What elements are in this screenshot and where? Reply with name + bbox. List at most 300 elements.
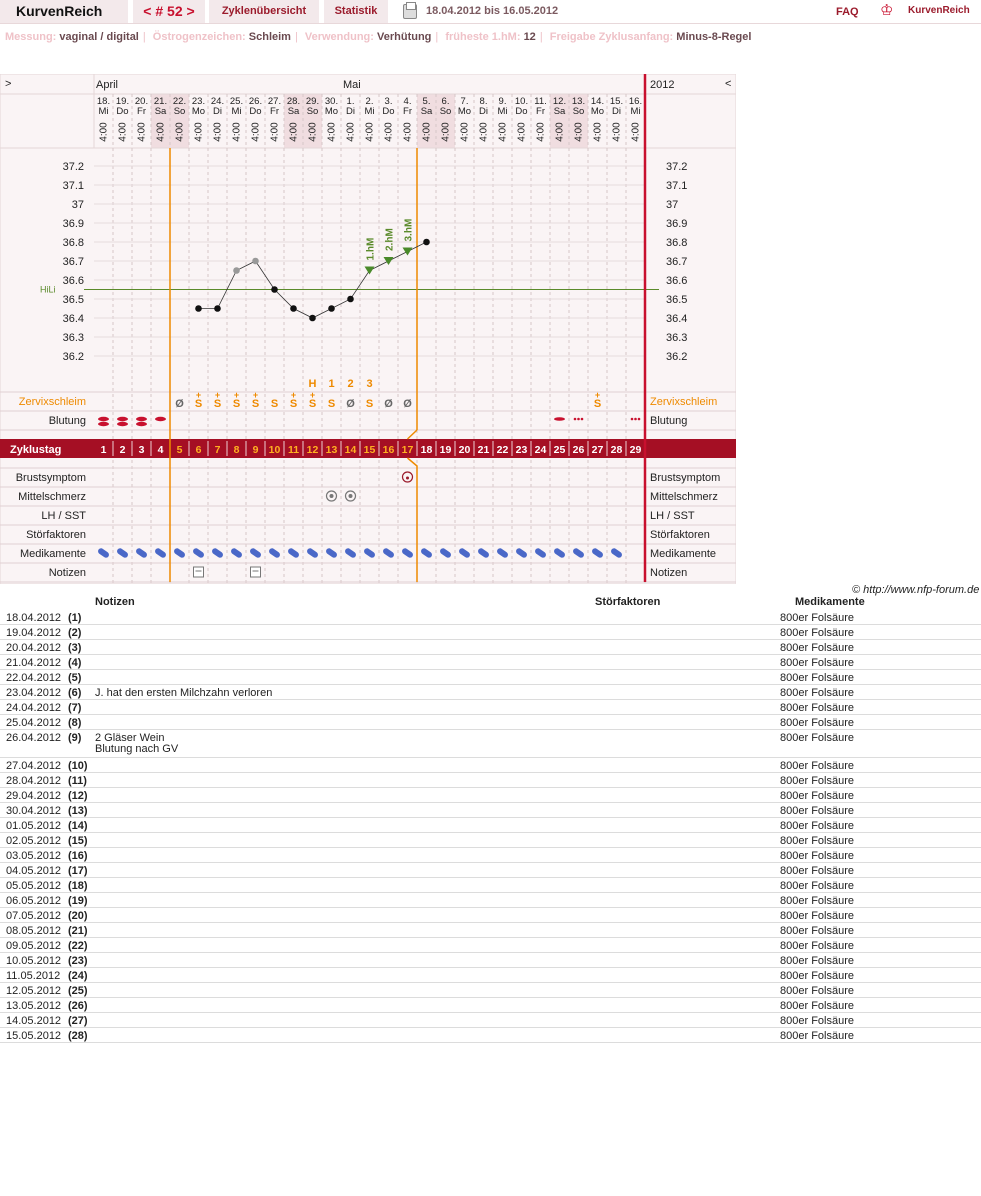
weekday-label: So — [306, 106, 319, 117]
cycle-day-number: 20 — [458, 444, 471, 456]
note-cycle-day: (15) — [68, 835, 88, 847]
temp-tick-label: 37.2 — [62, 161, 84, 173]
row-label-zervix-right: Zervixschleim — [650, 396, 718, 408]
row-label-brust-right: Brustsymptom — [650, 472, 721, 484]
time-label: 4:00 — [497, 122, 509, 142]
temperature-point — [252, 258, 259, 265]
top-navigation — [0, 0, 981, 24]
notes-row — [0, 700, 981, 715]
breast-symptom-dot — [406, 477, 409, 480]
cycle-day-number: 1 — [100, 444, 107, 456]
cycle-day-number: 26 — [572, 444, 585, 456]
note-cycle-day: (17) — [68, 865, 88, 877]
mucus-symbol: Ø — [346, 398, 355, 410]
temp-tick-label-right: 36.5 — [666, 294, 688, 306]
temp-tick-label: 36.8 — [62, 237, 84, 249]
spotting-dots — [577, 418, 580, 421]
temp-tick-label-right: 36.9 — [666, 218, 688, 230]
day-number: 14. — [590, 96, 605, 107]
note-date: 28.04.2012 — [6, 775, 62, 787]
time-label: 4:00 — [288, 122, 300, 142]
note-cycle-day: (27) — [68, 1015, 88, 1027]
temp-tick-label-right: 36.4 — [666, 313, 688, 325]
meta-key: Freigabe Zyklusanfang: — [549, 31, 674, 43]
time-label: 4:00 — [535, 122, 547, 142]
time-label: 4:00 — [478, 122, 490, 142]
cycle-day-number: 8 — [233, 444, 240, 456]
note-cycle-day: (3) — [68, 642, 82, 654]
cycle-day-number: 11 — [287, 444, 300, 456]
weekday-label: Sa — [154, 106, 167, 117]
weekday-label: Sa — [287, 106, 300, 117]
measurement-info: Messung: vaginal / digital | Östrogenzeichen: Schleim | Verwendung: Verhütung | früheste 1.hM: 12 | Freigabe Zyklusanfang: Minus-8-Regel — [5, 31, 752, 43]
peak-label: 1 — [328, 378, 335, 390]
cycle-day-number: 5 — [176, 444, 183, 456]
mucus-symbol: S — [213, 398, 222, 410]
day-number: 26. — [248, 96, 263, 107]
temperature-point — [214, 305, 221, 312]
notes-row — [0, 685, 981, 700]
note-date: 11.05.2012 — [6, 970, 61, 982]
cycle-day-number: 13 — [325, 444, 338, 456]
day-number: 28. — [286, 96, 301, 107]
notes-row — [0, 610, 981, 625]
bleeding-marker — [98, 417, 109, 421]
notes-row — [0, 923, 981, 938]
cycle-day-number: 22 — [496, 444, 509, 456]
stoerfaktoren-header: Störfaktoren — [595, 596, 661, 608]
peak-label: H — [308, 378, 317, 390]
day-number: 15. — [609, 96, 624, 107]
cycle-day-number: 27 — [591, 444, 604, 456]
cycle-day-number: 6 — [195, 444, 202, 456]
day-number: 4. — [403, 96, 412, 107]
day-number: 23. — [191, 96, 206, 107]
note-medication: 800er Folsäure — [780, 642, 854, 654]
note-medication: 800er Folsäure — [780, 835, 854, 847]
print-icon[interactable] — [403, 4, 417, 19]
note-text: 2 Gläser Wein — [95, 732, 165, 744]
meta-key: früheste 1.hM: — [445, 31, 521, 43]
weekday-label: So — [439, 106, 452, 117]
row-label-brust: Brustsymptom — [15, 472, 86, 484]
note-medication: 800er Folsäure — [780, 612, 854, 624]
day-number: 1. — [346, 96, 355, 107]
row-label-zyklustag: Zyklustag — [10, 444, 62, 456]
note-text: Blutung nach GV — [95, 743, 179, 755]
row-label-notizen: Notizen — [48, 567, 86, 579]
weekday-label: Di — [479, 106, 488, 117]
notes-row — [0, 803, 981, 818]
bleeding-marker — [136, 417, 147, 421]
time-label: 4:00 — [98, 122, 110, 142]
weekday-label: Fr — [536, 106, 545, 117]
day-number: 27. — [267, 96, 282, 107]
bleeding-marker — [117, 422, 128, 426]
temp-tick-label: 36.7 — [62, 256, 84, 268]
time-label: 4:00 — [212, 122, 224, 142]
weekday-label: Di — [213, 106, 222, 117]
note-cycle-day: (19) — [68, 895, 88, 907]
mucus-symbol: S — [251, 398, 260, 410]
statistics-link[interactable]: Statistik — [324, 0, 388, 23]
weekday-label: Sa — [553, 106, 566, 117]
time-label: 4:00 — [269, 122, 281, 142]
temp-tick-label-right: 36.3 — [666, 332, 688, 344]
note-date: 03.05.2012 — [6, 850, 62, 862]
notes-header: Notizen — [95, 596, 135, 608]
note-date: 25.04.2012 — [6, 717, 62, 729]
month-label-mai: Mai — [343, 79, 361, 91]
note-cycle-day: (24) — [68, 970, 88, 982]
meta-value: Schleim — [248, 31, 291, 43]
mucus-plus-mark: + — [214, 390, 221, 400]
day-number: 20. — [134, 96, 149, 107]
cycle-day-number: 4 — [157, 444, 164, 456]
cycle-day-number: 9 — [252, 444, 259, 456]
mucus-symbol: S — [308, 398, 317, 410]
cycle-day-number: 14 — [344, 444, 357, 456]
cycle-day-number: 16 — [382, 444, 395, 456]
note-date: 05.05.2012 — [6, 880, 62, 892]
high-measurement-label: 3.hM — [403, 218, 415, 242]
note-cycle-day: (2) — [68, 627, 82, 639]
day-number: 9. — [498, 96, 507, 107]
weekday-label: Mi — [98, 106, 109, 117]
note-cycle-day: (14) — [68, 820, 88, 832]
note-icon — [251, 567, 261, 577]
note-medication: 800er Folsäure — [780, 702, 854, 714]
temp-tick-label-right: 36.8 — [666, 237, 688, 249]
cycle-day-number: 23 — [515, 444, 528, 456]
row-label-notizen-right: Notizen — [650, 567, 688, 579]
note-date: 24.04.2012 — [6, 702, 62, 714]
meta-value: 12 — [523, 31, 536, 43]
time-label: 4:00 — [554, 122, 566, 142]
row-label-mittel: Mittelschmerz — [18, 491, 86, 503]
notes-row — [0, 878, 981, 893]
note-date: 12.05.2012 — [6, 985, 62, 997]
time-label: 4:00 — [345, 122, 357, 142]
notes-row — [0, 833, 981, 848]
note-medication: 800er Folsäure — [780, 687, 854, 699]
note-cycle-day: (4) — [68, 657, 82, 669]
weekday-label: Do — [249, 106, 262, 117]
weekday-label: Sa — [420, 106, 433, 117]
mucus-symbol: Ø — [175, 398, 184, 410]
day-number: 29. — [305, 96, 320, 107]
spotting-dots — [574, 418, 577, 421]
cycle-number-nav[interactable]: < # 52 > — [133, 0, 205, 23]
cycle-day-number: 12 — [306, 444, 319, 456]
note-cycle-day: (25) — [68, 985, 88, 997]
note-cycle-day: (6) — [68, 687, 82, 699]
mucus-plus-mark: + — [252, 390, 259, 400]
weekday-label: Fr — [270, 106, 279, 117]
temp-tick-label: 37 — [71, 199, 84, 211]
day-number: 21. — [153, 96, 168, 107]
note-date: 23.04.2012 — [6, 687, 62, 699]
day-number: 7. — [460, 96, 469, 107]
time-label: 4:00 — [136, 122, 148, 142]
cycle-day-number: 21 — [477, 444, 490, 456]
temp-tick-label: 37.1 — [62, 180, 84, 192]
weekday-label: So — [572, 106, 585, 117]
cycle-overview-link[interactable]: Zyklenübersicht — [209, 0, 319, 23]
cycle-chart — [0, 74, 736, 584]
crown-logo-icon: ♔ — [880, 2, 894, 19]
cycle-day-number: 28 — [610, 444, 623, 456]
temp-tick-label-right: 36.6 — [666, 275, 688, 287]
temperature-point — [328, 305, 335, 312]
note-cycle-day: (28) — [68, 1030, 88, 1042]
note-date: 29.04.2012 — [6, 790, 62, 802]
notes-row — [0, 1028, 981, 1043]
mucus-plus-mark: + — [195, 390, 202, 400]
note-medication: 800er Folsäure — [780, 970, 854, 982]
high-measurement-label: 2.hM — [384, 228, 396, 251]
cycle-day-number: 10 — [268, 444, 281, 456]
temperature-point — [290, 305, 297, 312]
mucus-plus-mark: + — [233, 390, 240, 400]
temp-tick-label: 36.6 — [62, 275, 84, 287]
row-label-blutung: Blutung — [48, 415, 86, 427]
notes-row — [0, 938, 981, 953]
row-label-mittel-right: Mittelschmerz — [650, 491, 718, 503]
mucus-symbol: S — [232, 398, 241, 410]
weekday-label: Mi — [364, 106, 375, 117]
temperature-point — [195, 305, 202, 312]
day-number: 6. — [441, 96, 450, 107]
peak-label: 3 — [366, 378, 373, 390]
spotting-dots — [631, 418, 634, 421]
scroll-left-arrow[interactable]: > — [5, 78, 12, 90]
day-number: 18. — [96, 96, 111, 107]
notes-row — [0, 655, 981, 670]
bleeding-marker — [136, 422, 147, 426]
meta-value: vaginal / digital — [59, 31, 139, 43]
note-date: 08.05.2012 — [6, 925, 62, 937]
time-label: 4:00 — [326, 122, 338, 142]
notes-row — [0, 848, 981, 863]
notes-row — [0, 1013, 981, 1028]
note-cycle-day: (23) — [68, 955, 88, 967]
note-medication: 800er Folsäure — [780, 865, 854, 877]
cycle-day-number: 25 — [553, 444, 566, 456]
mucus-symbol: S — [327, 398, 336, 410]
time-label: 4:00 — [250, 122, 262, 142]
temperature-point — [423, 239, 430, 246]
temp-tick-label: 36.5 — [62, 294, 84, 306]
meta-value: Verhütung — [377, 31, 432, 43]
note-cycle-day: (20) — [68, 910, 88, 922]
day-number: 30. — [324, 96, 339, 107]
note-medication: 800er Folsäure — [780, 627, 854, 639]
note-medication: 800er Folsäure — [780, 925, 854, 937]
peak-label: 2 — [347, 378, 354, 390]
weekday-label: Di — [346, 106, 355, 117]
time-label: 4:00 — [611, 122, 623, 142]
note-medication: 800er Folsäure — [780, 820, 854, 832]
weekday-label: Mo — [457, 106, 472, 117]
note-medication: 800er Folsäure — [780, 760, 854, 772]
cycle-day-number: 18 — [420, 444, 433, 456]
notes-row — [0, 818, 981, 833]
temp-tick-label: 36.9 — [62, 218, 84, 230]
note-medication: 800er Folsäure — [780, 775, 854, 787]
day-number: 12. — [552, 96, 567, 107]
notes-row — [0, 968, 981, 983]
weekday-label: Mo — [191, 106, 206, 117]
mucus-symbol: Ø — [384, 398, 393, 410]
time-label: 4:00 — [364, 122, 376, 142]
date-range: 18.04.2012 bis 16.05.2012 — [426, 5, 559, 17]
weekday-label: Do — [515, 106, 528, 117]
time-label: 4:00 — [383, 122, 395, 142]
note-medication: 800er Folsäure — [780, 850, 854, 862]
month-label-april: April — [96, 79, 119, 91]
day-number: 3. — [384, 96, 393, 107]
note-date: 18.04.2012 — [6, 612, 62, 624]
note-cycle-day: (5) — [68, 672, 82, 684]
notes-row — [0, 670, 981, 685]
bleeding-marker — [98, 422, 109, 426]
time-label: 4:00 — [231, 122, 243, 142]
temp-tick-label: 36.2 — [62, 351, 84, 363]
weekday-label: Fr — [403, 106, 412, 117]
weekday-label: Di — [612, 106, 621, 117]
temp-tick-label-right: 36.7 — [666, 256, 688, 268]
note-medication: 800er Folsäure — [780, 1000, 854, 1012]
row-label-medi: Medikamente — [19, 548, 86, 560]
notes-row — [0, 758, 981, 773]
time-label: 4:00 — [630, 122, 642, 142]
time-label: 4:00 — [117, 122, 129, 142]
spotting-marker — [554, 417, 565, 421]
notes-row — [0, 998, 981, 1013]
note-medication: 800er Folsäure — [780, 940, 854, 952]
note-date: 13.05.2012 — [6, 1000, 62, 1012]
spotting-dots — [634, 418, 637, 421]
weekday-label: Fr — [137, 106, 146, 117]
notes-row — [0, 773, 981, 788]
note-medication: 800er Folsäure — [780, 1030, 854, 1042]
note-cycle-day: (16) — [68, 850, 88, 862]
note-medication: 800er Folsäure — [780, 955, 854, 967]
note-cycle-day: (22) — [68, 940, 88, 952]
note-date: 10.05.2012 — [6, 955, 62, 967]
spotting-dots — [638, 418, 641, 421]
note-cycle-day: (11) — [68, 775, 87, 787]
day-number: 13. — [571, 96, 586, 107]
time-label: 4:00 — [402, 122, 414, 142]
note-date: 15.05.2012 — [6, 1030, 62, 1042]
note-date: 01.05.2012 — [6, 820, 62, 832]
time-label: 4:00 — [573, 122, 585, 142]
cycle-day-number: 7 — [214, 444, 221, 456]
time-label: 4:00 — [516, 122, 528, 142]
time-label: 4:00 — [421, 122, 433, 142]
notes-row — [0, 908, 981, 923]
note-medication: 800er Folsäure — [780, 717, 854, 729]
note-cycle-day: (8) — [68, 717, 82, 729]
notes-row — [0, 863, 981, 878]
note-date: 26.04.2012 — [6, 732, 62, 744]
spotting-dots — [581, 418, 584, 421]
scroll-right-arrow[interactable]: < — [725, 78, 732, 90]
day-number: 24. — [210, 96, 225, 107]
mucus-symbol: S — [194, 398, 203, 410]
notes-row — [0, 983, 981, 998]
note-date: 30.04.2012 — [6, 805, 62, 817]
notes-row — [0, 953, 981, 968]
time-label: 4:00 — [155, 122, 167, 142]
cycle-day-number: 15 — [363, 444, 376, 456]
logo-text[interactable]: KurvenReich — [908, 5, 970, 16]
note-date: 02.05.2012 — [6, 835, 62, 847]
temp-tick-label-right: 37.1 — [666, 180, 688, 192]
weekday-label: Mo — [590, 106, 605, 117]
weekday-label: Do — [382, 106, 395, 117]
note-date: 14.05.2012 — [6, 1015, 62, 1027]
time-label: 4:00 — [193, 122, 205, 142]
row-label-lh: LH / SST — [41, 510, 86, 522]
mucus-symbol: S — [593, 398, 602, 410]
notes-row — [0, 893, 981, 908]
notes-row — [0, 715, 981, 730]
temperature-point — [309, 315, 316, 322]
notes-row — [0, 625, 981, 640]
cycle-day-number: 17 — [401, 444, 414, 456]
mucus-symbol: S — [289, 398, 298, 410]
cycle-day-number: 2 — [119, 444, 126, 456]
bleeding-marker — [117, 417, 128, 421]
notes-row — [0, 640, 981, 655]
day-number: 11. — [534, 96, 547, 107]
mucus-plus-mark: + — [594, 390, 601, 400]
mittelschmerz-dot — [349, 494, 353, 498]
note-medication: 800er Folsäure — [780, 672, 854, 684]
day-number: 10. — [514, 96, 529, 107]
day-number: 2. — [365, 96, 374, 107]
temperature-point — [233, 267, 240, 274]
note-medication: 800er Folsäure — [780, 880, 854, 892]
time-label: 4:00 — [440, 122, 452, 142]
note-medication: 800er Folsäure — [780, 805, 854, 817]
note-cycle-day: (26) — [68, 1000, 88, 1012]
temp-tick-label: 36.3 — [62, 332, 84, 344]
temp-tick-label-right: 37.2 — [666, 161, 688, 173]
meta-value: Minus-8-Regel — [676, 31, 752, 43]
year-label: 2012 — [650, 79, 675, 91]
copyright: © http://www.nfp-forum.de — [852, 584, 980, 596]
meta-key: Östrogenzeichen: — [152, 31, 246, 43]
time-label: 4:00 — [174, 122, 186, 142]
notes-row — [0, 730, 981, 758]
note-date: 27.04.2012 — [6, 760, 62, 772]
row-label-blutung-right: Blutung — [650, 415, 688, 427]
row-label-zervix: Zervixschleim — [18, 396, 86, 408]
hili-label: HiLi — [40, 284, 56, 295]
note-cycle-day: (9) — [68, 732, 82, 744]
note-date: 04.05.2012 — [6, 865, 62, 877]
app-brand[interactable]: KurvenReich — [0, 0, 128, 23]
faq-link[interactable]: FAQ — [836, 6, 859, 18]
note-cycle-day: (18) — [68, 880, 88, 892]
note-medication: 800er Folsäure — [780, 910, 854, 922]
note-date: 07.05.2012 — [6, 910, 62, 922]
temp-tick-label-right: 37 — [666, 199, 679, 211]
